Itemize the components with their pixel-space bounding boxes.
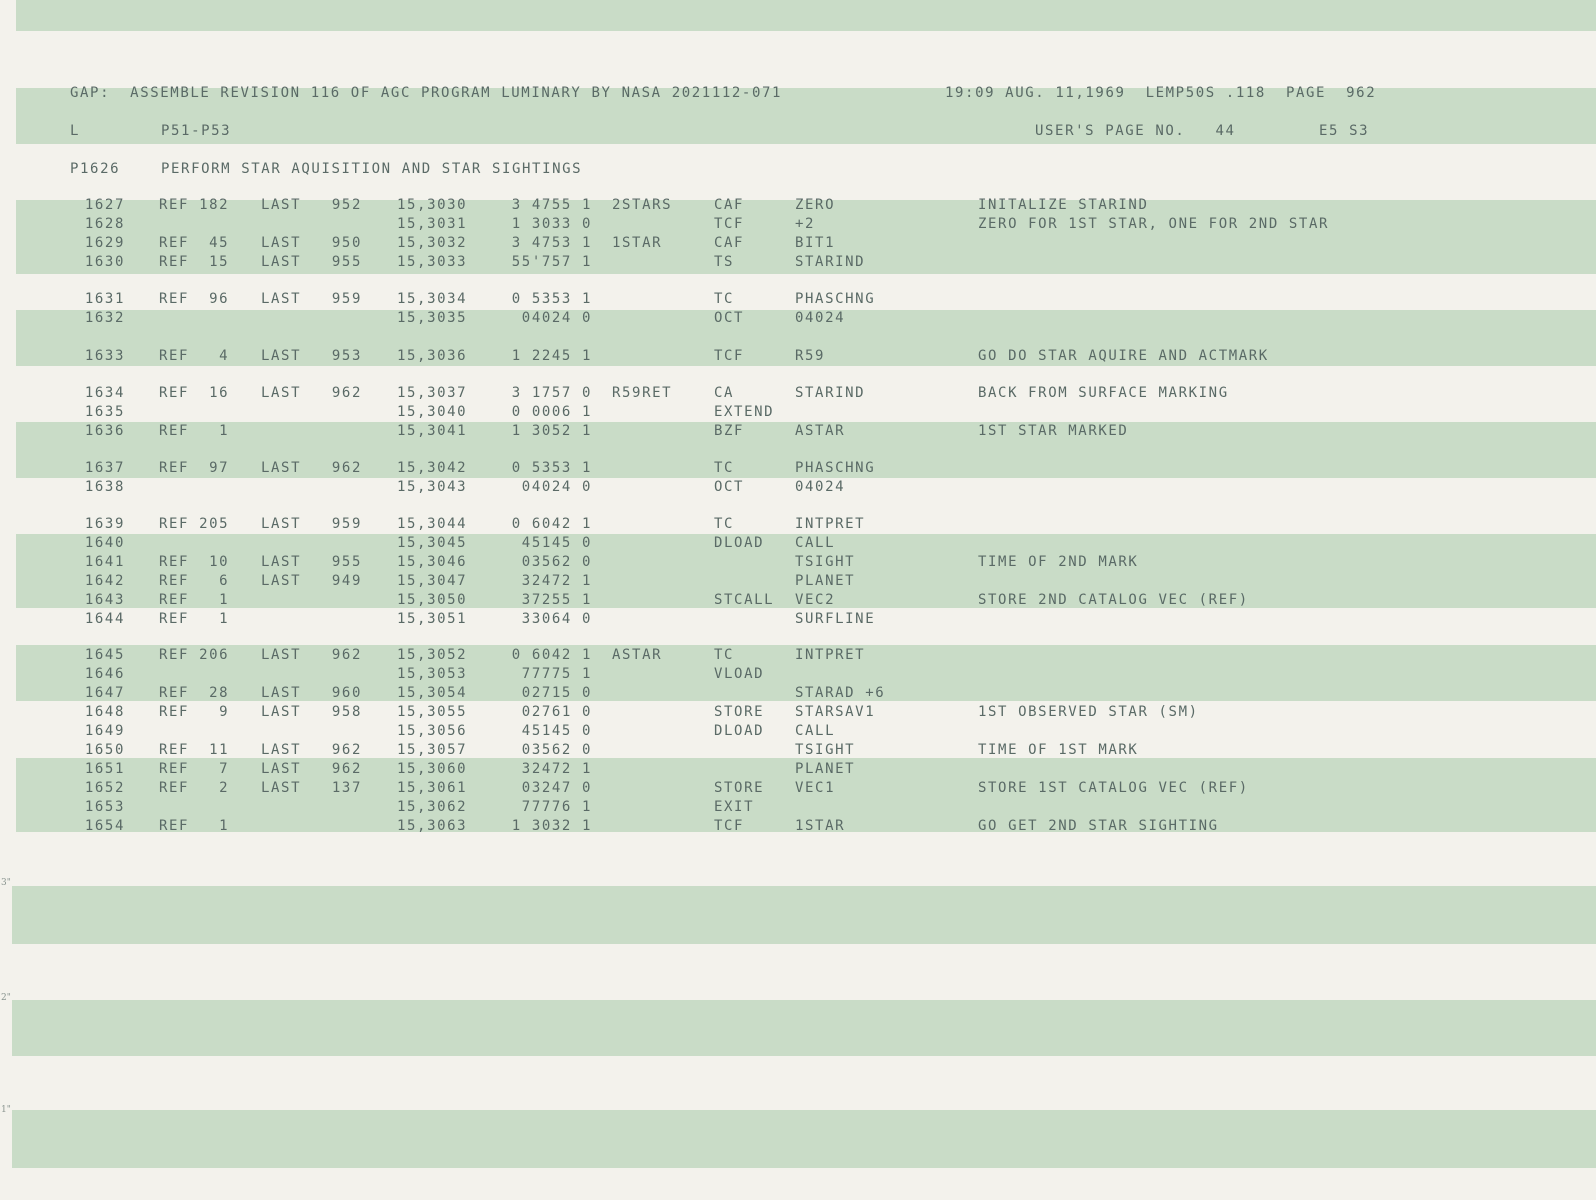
ref-count: REF 10 (159, 554, 230, 570)
last-label: LAST (261, 254, 302, 270)
last-page: 962 (331, 460, 362, 476)
opcode: TCF (714, 216, 745, 232)
comment: 1ST OBSERVED STAR (SM) (978, 704, 1199, 720)
comment: TIME OF 1ST MARK (978, 742, 1139, 758)
octal-code: 0 5353 1 (511, 291, 592, 307)
octal-code: 04024 0 (521, 479, 592, 495)
opcode: EXTEND (714, 404, 775, 420)
line-number: 1635 (84, 404, 125, 420)
opcode: TS (714, 254, 735, 270)
last-page: 955 (331, 254, 362, 270)
ref-count: REF 1 (159, 611, 230, 627)
octal-code: 03562 0 (521, 742, 592, 758)
address: 15,3063 (397, 818, 468, 834)
listing-row (0, 572, 1596, 591)
address: 15,3036 (397, 348, 468, 364)
listing-row (0, 196, 1596, 215)
address: 15,3047 (397, 573, 468, 589)
operand: INTPRET (795, 647, 866, 663)
opcode: TC (714, 516, 735, 532)
octal-code: 1 3033 0 (511, 216, 592, 232)
line-number: 1646 (84, 666, 125, 682)
last-page: 137 (331, 780, 362, 796)
listing-row (0, 534, 1596, 553)
opcode: CAF (714, 197, 745, 213)
line-number: 1633 (84, 348, 125, 364)
symbol-label: R59RET (612, 385, 673, 401)
operand: PHASCHNG (795, 460, 876, 476)
address: 15,3043 (397, 479, 468, 495)
listing-row (0, 384, 1596, 403)
address: 15,3046 (397, 554, 468, 570)
symbol-label: 2STARS (612, 197, 673, 213)
last-page: 953 (331, 348, 362, 364)
octal-code: 1 3032 1 (511, 818, 592, 834)
address: 15,3031 (397, 216, 468, 232)
operand: PHASCHNG (795, 291, 876, 307)
opcode: STORE (714, 704, 765, 720)
line-number: 1649 (84, 723, 125, 739)
symbol-label: ASTAR (612, 647, 663, 663)
listing-row (0, 478, 1596, 497)
opcode: STCALL (714, 592, 775, 608)
operand: BIT1 (795, 235, 836, 251)
address: 15,3053 (397, 666, 468, 682)
operand: TSIGHT (795, 742, 856, 758)
opcode: DLOAD (714, 723, 765, 739)
listing-row (0, 760, 1596, 779)
operand: SURFLINE (795, 611, 876, 627)
last-page: 952 (331, 197, 362, 213)
listing-row (0, 215, 1596, 234)
line-number: 1652 (84, 780, 125, 796)
address: 15,3061 (397, 780, 468, 796)
listing-row (0, 741, 1596, 760)
octal-code: 45145 0 (521, 535, 592, 551)
line-number: 1648 (84, 704, 125, 720)
last-page: 949 (331, 573, 362, 589)
opcode: STORE (714, 780, 765, 796)
ref-count: REF 28 (159, 685, 230, 701)
listing-row (0, 459, 1596, 478)
comment: GO GET 2ND STAR SIGHTING (978, 818, 1219, 834)
last-label: LAST (261, 516, 302, 532)
opcode: OCT (714, 310, 745, 326)
operand: ZERO (795, 197, 836, 213)
address: 15,3044 (397, 516, 468, 532)
last-page: 962 (331, 647, 362, 663)
listing-row (0, 515, 1596, 534)
operand: TSIGHT (795, 554, 856, 570)
last-label: LAST (261, 685, 302, 701)
header-left: GAP: ASSEMBLE REVISION 116 OF AGC PROGRAM LUMINARY BY NASA 2021112-071 (70, 85, 783, 101)
octal-code: 04024 0 (521, 310, 592, 326)
last-label: LAST (261, 348, 302, 364)
ref-count: REF 9 (159, 704, 230, 720)
header-right: 19:09 AUG. 11,1969 LEMP50S .118 PAGE 962 (945, 85, 1377, 101)
octal-code: 03562 0 (521, 554, 592, 570)
address: 15,3030 (397, 197, 468, 213)
operand: ASTAR (795, 423, 846, 439)
operand: VEC1 (795, 780, 836, 796)
address: 15,3033 (397, 254, 468, 270)
operand: CALL (795, 723, 836, 739)
last-page: 959 (331, 291, 362, 307)
octal-code: 77775 1 (521, 666, 592, 682)
ref-count: REF 11 (159, 742, 230, 758)
listing-row (0, 610, 1596, 629)
operand: PLANET (795, 573, 856, 589)
comment: 1ST STAR MARKED (978, 423, 1129, 439)
line-number: 1651 (84, 761, 125, 777)
listing-row (0, 684, 1596, 703)
last-page: 960 (331, 685, 362, 701)
address: 15,3035 (397, 310, 468, 326)
listing-row (0, 403, 1596, 422)
line-number: 1643 (84, 592, 125, 608)
comment: TIME OF 2ND MARK (978, 554, 1139, 570)
octal-code: 32472 1 (521, 573, 592, 589)
octal-code: 03247 0 (521, 780, 592, 796)
octal-code: 3 1757 0 (511, 385, 592, 401)
comment: GO DO STAR AQUIRE AND ACTMARK (978, 348, 1269, 364)
last-label: LAST (261, 460, 302, 476)
section-description: PERFORM STAR AQUISITION AND STAR SIGHTINGS (161, 161, 583, 177)
margin-mark: 2" (1, 993, 11, 1003)
operand: +2 (795, 216, 816, 232)
address: 15,3041 (397, 423, 468, 439)
line-number: 1644 (84, 611, 125, 627)
address: 15,3057 (397, 742, 468, 758)
opcode: TCF (714, 818, 745, 834)
listing-row (0, 798, 1596, 817)
paper-band (16, 0, 1596, 31)
line-number: 1632 (84, 310, 125, 326)
address: 15,3045 (397, 535, 468, 551)
listing-row (0, 234, 1596, 253)
operand: 04024 (795, 310, 846, 326)
line-number: 1654 (84, 818, 125, 834)
operand: CALL (795, 535, 836, 551)
ref-count: REF 206 (159, 647, 230, 663)
paper-band (12, 1000, 1596, 1056)
octal-code: 77776 1 (521, 799, 592, 815)
listing-row (0, 646, 1596, 665)
line-number: 1645 (84, 647, 125, 663)
octal-code: 0 0006 1 (511, 404, 592, 420)
listing-row (0, 253, 1596, 272)
address: 15,3051 (397, 611, 468, 627)
line-number: 1630 (84, 254, 125, 270)
listing-row (0, 347, 1596, 366)
line-number: 1627 (84, 197, 125, 213)
operand: 1STAR (795, 818, 846, 834)
address: 15,3040 (397, 404, 468, 420)
ref-count: REF 2 (159, 780, 230, 796)
address: 15,3062 (397, 799, 468, 815)
octal-code: 32472 1 (521, 761, 592, 777)
paper-band (12, 886, 1596, 944)
line-number: 1647 (84, 685, 125, 701)
ref-count: REF 1 (159, 592, 230, 608)
comment: INITALIZE STARIND (978, 197, 1149, 213)
last-label: LAST (261, 291, 302, 307)
line-number: 1637 (84, 460, 125, 476)
subheader-l: L (70, 123, 81, 139)
line-number: 1639 (84, 516, 125, 532)
address: 15,3060 (397, 761, 468, 777)
operand: STARIND (795, 385, 866, 401)
listing-row (0, 309, 1596, 328)
paper-band (12, 1110, 1596, 1168)
opcode: OCT (714, 479, 745, 495)
operand: VEC2 (795, 592, 836, 608)
ref-count: REF 182 (159, 197, 230, 213)
octal-code: 0 6042 1 (511, 647, 592, 663)
opcode: TC (714, 647, 735, 663)
last-label: LAST (261, 761, 302, 777)
operand: PLANET (795, 761, 856, 777)
last-label: LAST (261, 704, 302, 720)
symbol-label: 1STAR (612, 235, 663, 251)
last-page: 962 (331, 385, 362, 401)
line-number: 1642 (84, 573, 125, 589)
users-page-number: USER'S PAGE NO. 44 (1035, 123, 1236, 139)
opcode: EXIT (714, 799, 755, 815)
address: 15,3042 (397, 460, 468, 476)
ref-count: REF 4 (159, 348, 230, 364)
line-number: 1629 (84, 235, 125, 251)
last-label: LAST (261, 554, 302, 570)
octal-code: 33064 0 (521, 611, 592, 627)
opcode: CA (714, 385, 735, 401)
line-number: 1640 (84, 535, 125, 551)
address: 15,3034 (397, 291, 468, 307)
last-page: 955 (331, 554, 362, 570)
opcode: BZF (714, 423, 745, 439)
comment: STORE 2ND CATALOG VEC (REF) (978, 592, 1249, 608)
subheader-section: P51-P53 (161, 123, 232, 139)
octal-code: 3 4755 1 (511, 197, 592, 213)
last-page: 959 (331, 516, 362, 532)
line-number: 1636 (84, 423, 125, 439)
ref-count: REF 6 (159, 573, 230, 589)
octal-code: 55'757 1 (511, 254, 592, 270)
listing-row (0, 553, 1596, 572)
opcode: TCF (714, 348, 745, 364)
address: 15,3054 (397, 685, 468, 701)
last-page: 958 (331, 704, 362, 720)
last-page: 950 (331, 235, 362, 251)
octal-code: 3 4753 1 (511, 235, 592, 251)
listing-row (0, 422, 1596, 441)
ref-count: REF 1 (159, 818, 230, 834)
octal-code: 45145 0 (521, 723, 592, 739)
line-number: 1628 (84, 216, 125, 232)
last-label: LAST (261, 235, 302, 251)
section-title (0, 160, 1596, 179)
listing-header (0, 84, 1596, 103)
line-number: 1641 (84, 554, 125, 570)
last-label: LAST (261, 385, 302, 401)
subheader-code: E5 S3 (1319, 123, 1370, 139)
listing-row (0, 665, 1596, 684)
last-label: LAST (261, 780, 302, 796)
address: 15,3032 (397, 235, 468, 251)
listing-row (0, 703, 1596, 722)
octal-code: 1 2245 1 (511, 348, 592, 364)
line-number: 1634 (84, 385, 125, 401)
ref-count: REF 205 (159, 516, 230, 532)
listing-subheader (0, 122, 1596, 141)
listing-row (0, 722, 1596, 741)
octal-code: 0 6042 1 (511, 516, 592, 532)
octal-code: 02715 0 (521, 685, 592, 701)
last-label: LAST (261, 742, 302, 758)
line-number: 1650 (84, 742, 125, 758)
last-page: 962 (331, 742, 362, 758)
address: 15,3037 (397, 385, 468, 401)
operand: STARIND (795, 254, 866, 270)
opcode: TC (714, 291, 735, 307)
ref-count: REF 96 (159, 291, 230, 307)
listing-row (0, 817, 1596, 836)
last-label: LAST (261, 573, 302, 589)
address: 15,3050 (397, 592, 468, 608)
comment: ZERO FOR 1ST STAR, ONE FOR 2ND STAR (978, 216, 1330, 232)
listing-row (0, 779, 1596, 798)
comment: STORE 1ST CATALOG VEC (REF) (978, 780, 1249, 796)
operand: 04024 (795, 479, 846, 495)
listing-row (0, 290, 1596, 309)
opcode: DLOAD (714, 535, 765, 551)
margin-mark: 1" (1, 1105, 11, 1115)
listing-row (0, 591, 1596, 610)
opcode: TC (714, 460, 735, 476)
section-number: P1626 (70, 161, 121, 177)
last-label: LAST (261, 647, 302, 663)
operand: STARSAV1 (795, 704, 876, 720)
ref-count: REF 1 (159, 423, 230, 439)
ref-count: REF 97 (159, 460, 230, 476)
line-number: 1653 (84, 799, 125, 815)
address: 15,3056 (397, 723, 468, 739)
ref-count: REF 16 (159, 385, 230, 401)
operand: STARAD +6 (795, 685, 886, 701)
ref-count: REF 15 (159, 254, 230, 270)
line-number: 1631 (84, 291, 125, 307)
margin-mark: 3" (1, 878, 11, 888)
opcode: CAF (714, 235, 745, 251)
octal-code: 1 3052 1 (511, 423, 592, 439)
ref-count: REF 45 (159, 235, 230, 251)
last-label: LAST (261, 197, 302, 213)
comment: BACK FROM SURFACE MARKING (978, 385, 1229, 401)
opcode: VLOAD (714, 666, 765, 682)
octal-code: 0 5353 1 (511, 460, 592, 476)
operand: INTPRET (795, 516, 866, 532)
address: 15,3052 (397, 647, 468, 663)
operand: R59 (795, 348, 826, 364)
line-number: 1638 (84, 479, 125, 495)
octal-code: 37255 1 (521, 592, 592, 608)
ref-count: REF 7 (159, 761, 230, 777)
octal-code: 02761 0 (521, 704, 592, 720)
last-page: 962 (331, 761, 362, 777)
address: 15,3055 (397, 704, 468, 720)
